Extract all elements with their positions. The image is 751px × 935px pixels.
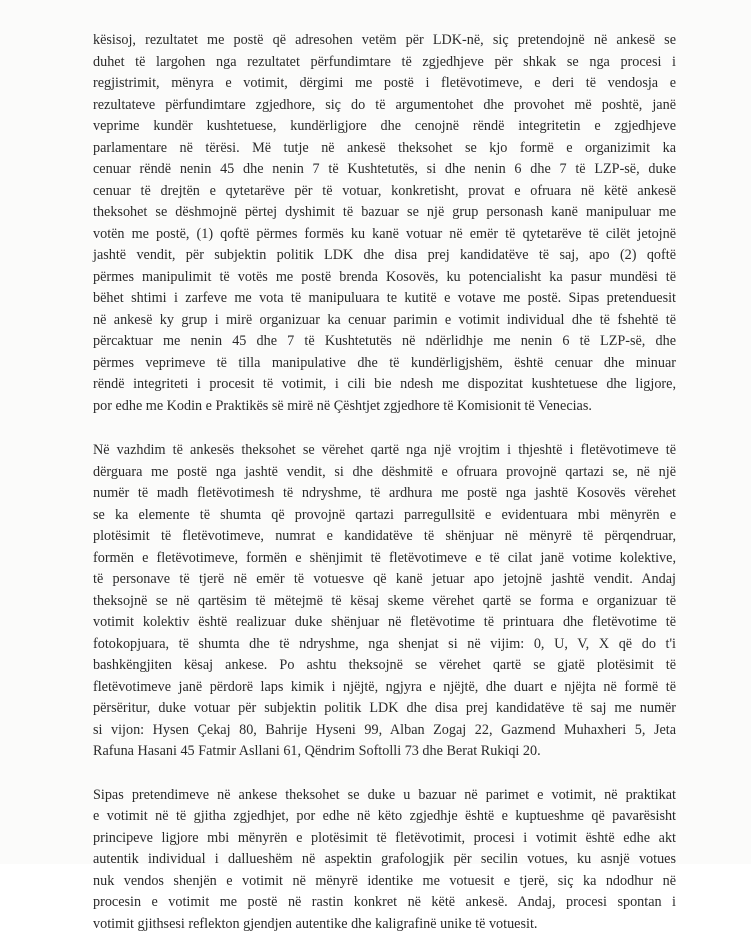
text-line: procesin e votimit me postë në rastin konkret në këtë ankesë. Andaj, procesi spontan i — [93, 892, 676, 914]
text-line: numër të madh fletëvotimesh të ndryshme, të ardhura me postë nga jashtë Kosovës vërehet — [93, 483, 676, 505]
text-line: principeve ligjore mbi mënyrën e plotësimit të fletëvotimit, procesi i votimit është edhe akt — [93, 828, 676, 850]
text-line: Rafuna Hasani 45 Fatmir Asllani 61, Qëndrim Softolli 73 dhe Berat Rukiqi 20. — [93, 741, 676, 763]
text-line: e votimit në të gjitha zgjedhjet, por edhe në këto zgjedhje është e kuptueshme që pavarësisht — [93, 806, 676, 828]
text-line: nuk vendos shenjën e votimit në mënyrë identike me votuesit e tjerë, siç ka ndodhur në — [93, 871, 676, 893]
text-line: votimit gjithsesi reflekton gjendjen autentike dhe kaligrafinë unike të votuesit. — [93, 914, 676, 935]
text-line: fotokopjuara, të shumta dhe të ndryshme, nga shenjat si në vijim: 0, U, V, X që do t'i — [93, 634, 676, 656]
text-line: cenuar të drejtën e qytetarëve për të votuar, konkretisht, provat e ofruara në këtë ankesë — [93, 181, 676, 203]
text-line: bashkëngjiten kësaj ankese. Po ashtu theksojnë se vërehet qartë se gjatë plotësimit të — [93, 655, 676, 677]
text-line: rëndë integriteti i procesit të votimit, i cili bie ndesh me dispozitat kushtetuese dhe ligjore, — [93, 374, 676, 396]
paragraph-1 — [93, 30, 676, 417]
text-line: plotësimit të fletëvotimeve, numrat e kandidatëve të shënjuar në mënyrë të përqendruar, — [93, 526, 676, 548]
text-line: por edhe me Kodin e Praktikës së mirë në Çështjet zgjedhore të Komisionit të Venecias. — [93, 396, 676, 418]
text-line: bëhet shtimi i zarfeve me vota të manipuluara te kutitë e votave me postë. Sipas pretenduesit — [93, 288, 676, 310]
paragraph-spacer — [93, 763, 676, 785]
document-body — [93, 30, 676, 935]
text-line: duhet të largohen nga rezultatet përfundimtare të zgjedhjeve për shkak se nga procesi i — [93, 52, 676, 74]
paragraph-3 — [93, 785, 676, 935]
text-line: jashtë vendit, për subjektin politik LDK dhe disa prej kandidatëve të saj, apo (2) qoftë — [93, 245, 676, 267]
text-line: theksojnë se në qartësim të mëtejmë të kësaj skeme vërehet qartë se forma e organizuar të — [93, 591, 676, 613]
text-line: se ka elemente të shumta që provojnë qartazi parregullsitë e evidentuara mbi mënyrën e — [93, 505, 676, 527]
text-line: Sipas pretendimeve në ankese theksohet se duke u bazuar në parimet e votimit, në praktikat — [93, 785, 676, 807]
text-line: fletëvotimeve janë përdorë laps kimik i njëjtë, ngjyra e njëjtë, dhe duart e njëjta në formë të — [93, 677, 676, 699]
text-line: rezultateve përfundimtare zgjedhore, siç do të argumentohet dhe provohet më poshtë, janë — [93, 95, 676, 117]
paragraph-spacer — [93, 417, 676, 440]
text-line: parlamentare në tërësi. Më tutje në ankesë theksohet se kjo formë e organizimit ka — [93, 138, 676, 160]
text-line: dërguara me postë nga jashtë vendit, si dhe dëshmitë e ofruara provojnë qartazi se, në një — [93, 462, 676, 484]
text-line: në ankesë ky grup i mirë organizuar ka cenuar parimin e votimit individual dhe të fshehtë të — [93, 310, 676, 332]
text-line: si vijon: Hysen Çekaj 80, Bahrije Hyseni 99, Alban Zogaj 22, Gazmend Muhaxheri 5, Jeta — [93, 720, 676, 742]
text-line: Në vazhdim të ankesës theksohet se vërehet qartë nga një vrojtim i thjeshtë i fletëvotimeve të — [93, 440, 676, 462]
text-line: përsëritur, duke votuar për subjektin politik LDK dhe disa prej kandidatëve të saj me numër — [93, 698, 676, 720]
text-line: cenuar rëndë nenin 45 dhe nenin 7 të Kushtetutës, si dhe nenin 6 dhe 7 të LZP-së, duke — [93, 159, 676, 181]
text-line: të personave të tjerë në emër të votuesve që kanë jetuar apo jetojnë jashtë vendit. Andaj — [93, 569, 676, 591]
text-line: kësisoj, rezultatet me postë që adresohen vetëm për LDK-në, siç pretendojnë në ankesë se — [93, 30, 676, 52]
text-line: përmes veprimeve të tilla manipulative dhe të kundërligjshëm, është cenuar dhe minuar — [93, 353, 676, 375]
text-line: autentik individual i dallueshëm në aspektin grafologjik për secilin votues, ku asnjë votues — [93, 849, 676, 871]
text-line: veprime kundër kushtetuese, kundërligjore dhe cenojnë rëndë integritetin e zgjedhjeve — [93, 116, 676, 138]
text-line: përcaktuar me nenin 45 dhe 7 të Kushtetutës në ndërlidhje me nenin 6 të LZP-së, dhe — [93, 331, 676, 353]
text-line: votimit kolektiv është realizuar duke shënjuar në fletëvotime të printuara dhe fletëvotime të — [93, 612, 676, 634]
text-line: theksohet se dëshmojnë përtej dyshimit të bazuar se një grup personash kanë manipuluar me — [93, 202, 676, 224]
text-line: përmes manipulimit të votës me postë brenda Kosovës, ku potencialisht ka pasur mundësi të — [93, 267, 676, 289]
text-line: formën e fletëvotimeve, formën e shënjimit të fletëvotimeve e të cilat janë votime kolektive, — [93, 548, 676, 570]
text-line: regjistrimit, mënyra e votimit, dërgimi me postë i fletëvotimeve, e deri të vendosja e — [93, 73, 676, 95]
paragraph-2 — [93, 440, 676, 763]
text-line: votën me postë, (1) qoftë përmes formës ku kanë votuar në emër të qytetarëve të cilët jetojnë — [93, 224, 676, 246]
